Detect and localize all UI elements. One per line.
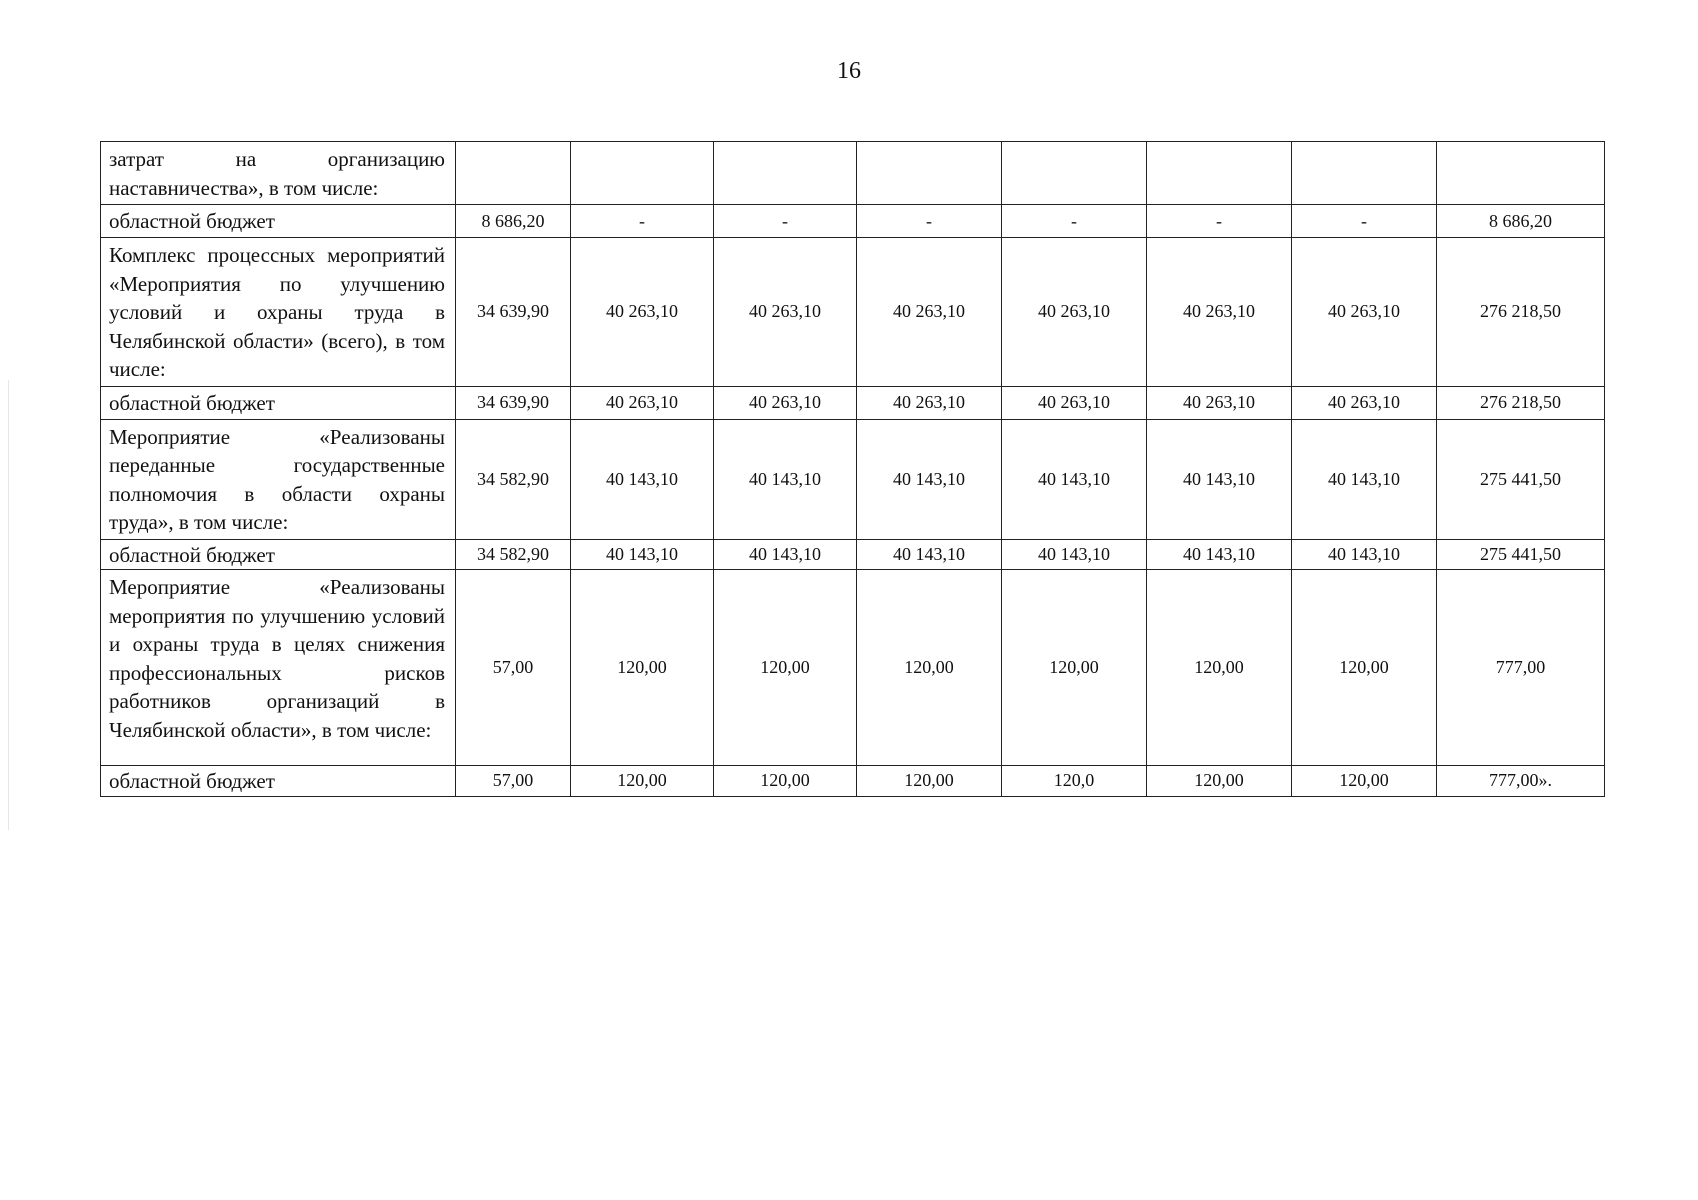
value-cell: 40 143,10 xyxy=(1147,419,1292,539)
value-cell: 34 639,90 xyxy=(456,238,571,387)
value-cell: 40 263,10 xyxy=(1147,238,1292,387)
table-row xyxy=(101,539,1605,570)
page-number: 16 xyxy=(837,58,861,84)
row-label: Мероприятие «Реализованы переданные государственные полномочия в области охраны труда», в том числе: xyxy=(101,419,456,539)
value-cell xyxy=(1147,142,1292,205)
value-cell: 40 143,10 xyxy=(1292,419,1437,539)
value-cell: 120,00 xyxy=(1292,570,1437,766)
value-cell: 40 143,10 xyxy=(571,539,714,570)
value-cell: 40 263,10 xyxy=(1002,238,1147,387)
value-cell: 40 143,10 xyxy=(714,539,857,570)
table-row xyxy=(101,419,1605,539)
table-row xyxy=(101,205,1605,238)
row-total-cell: 275 441,50 xyxy=(1437,419,1605,539)
table-row xyxy=(101,766,1605,797)
value-cell xyxy=(456,142,571,205)
value-cell: 40 263,10 xyxy=(1147,386,1292,419)
scan-edge-mark xyxy=(8,380,9,830)
value-cell xyxy=(1292,142,1437,205)
value-cell: 40 143,10 xyxy=(714,419,857,539)
row-total-cell xyxy=(1437,142,1605,205)
value-cell: 120,00 xyxy=(857,766,1002,797)
row-label: областной бюджет xyxy=(101,386,456,419)
value-cell: 120,00 xyxy=(714,570,857,766)
value-cell xyxy=(1002,142,1147,205)
table-body xyxy=(101,142,1605,797)
value-cell: 34 582,90 xyxy=(456,539,571,570)
value-cell: 40 263,10 xyxy=(857,386,1002,419)
value-cell: 40 263,10 xyxy=(571,386,714,419)
value-cell: 120,0 xyxy=(1002,766,1147,797)
value-cell: 40 263,10 xyxy=(1002,386,1147,419)
value-cell xyxy=(714,142,857,205)
row-total-cell: 777,00». xyxy=(1437,766,1605,797)
value-cell: 40 143,10 xyxy=(1002,539,1147,570)
value-cell: 57,00 xyxy=(456,570,571,766)
table-row xyxy=(101,570,1605,766)
table-row xyxy=(101,386,1605,419)
budget-table xyxy=(100,141,1605,797)
value-cell: 120,00 xyxy=(571,766,714,797)
row-total-cell: 8 686,20 xyxy=(1437,205,1605,238)
row-label: областной бюджет xyxy=(101,205,456,238)
row-label: Мероприятие «Реализованы мероприятия по улучшению условий и охраны труда в целях снижения профессиональных рисков работников организаций в Челябинской области», в том числе: xyxy=(101,570,456,766)
value-cell: 8 686,20 xyxy=(456,205,571,238)
value-cell: 40 263,10 xyxy=(1292,386,1437,419)
row-label: Комплекс процессных мероприятий «Мероприятия по улучшению условий и охраны труда в Челябинской области» (всего), в том числе: xyxy=(101,238,456,387)
value-cell: - xyxy=(1292,205,1437,238)
value-cell: 40 263,10 xyxy=(857,238,1002,387)
value-cell: 40 143,10 xyxy=(857,539,1002,570)
value-cell xyxy=(571,142,714,205)
value-cell: 120,00 xyxy=(1147,570,1292,766)
row-total-cell: 276 218,50 xyxy=(1437,238,1605,387)
row-label: областной бюджет xyxy=(101,539,456,570)
value-cell: 120,00 xyxy=(1292,766,1437,797)
value-cell: - xyxy=(571,205,714,238)
value-cell: 120,00 xyxy=(571,570,714,766)
value-cell: 40 143,10 xyxy=(1002,419,1147,539)
value-cell: 120,00 xyxy=(1147,766,1292,797)
value-cell: 40 263,10 xyxy=(714,386,857,419)
row-total-cell: 276 218,50 xyxy=(1437,386,1605,419)
value-cell: 40 263,10 xyxy=(714,238,857,387)
value-cell: 34 582,90 xyxy=(456,419,571,539)
row-total-cell: 777,00 xyxy=(1437,570,1605,766)
value-cell: - xyxy=(1147,205,1292,238)
value-cell: - xyxy=(714,205,857,238)
value-cell: 120,00 xyxy=(857,570,1002,766)
value-cell: 40 143,10 xyxy=(1147,539,1292,570)
value-cell: 40 263,10 xyxy=(571,238,714,387)
value-cell: 40 143,10 xyxy=(571,419,714,539)
value-cell: 34 639,90 xyxy=(456,386,571,419)
table-row xyxy=(101,238,1605,387)
row-label: затрат на организацию наставничества», в том числе: xyxy=(101,142,456,205)
value-cell: 40 143,10 xyxy=(1292,539,1437,570)
value-cell: 40 263,10 xyxy=(1292,238,1437,387)
row-label: областной бюджет xyxy=(101,766,456,797)
value-cell: 40 143,10 xyxy=(857,419,1002,539)
table-row xyxy=(101,142,1605,205)
value-cell: 120,00 xyxy=(1002,570,1147,766)
value-cell: - xyxy=(857,205,1002,238)
value-cell: 57,00 xyxy=(456,766,571,797)
value-cell xyxy=(857,142,1002,205)
row-total-cell: 275 441,50 xyxy=(1437,539,1605,570)
value-cell: 120,00 xyxy=(714,766,857,797)
value-cell: - xyxy=(1002,205,1147,238)
